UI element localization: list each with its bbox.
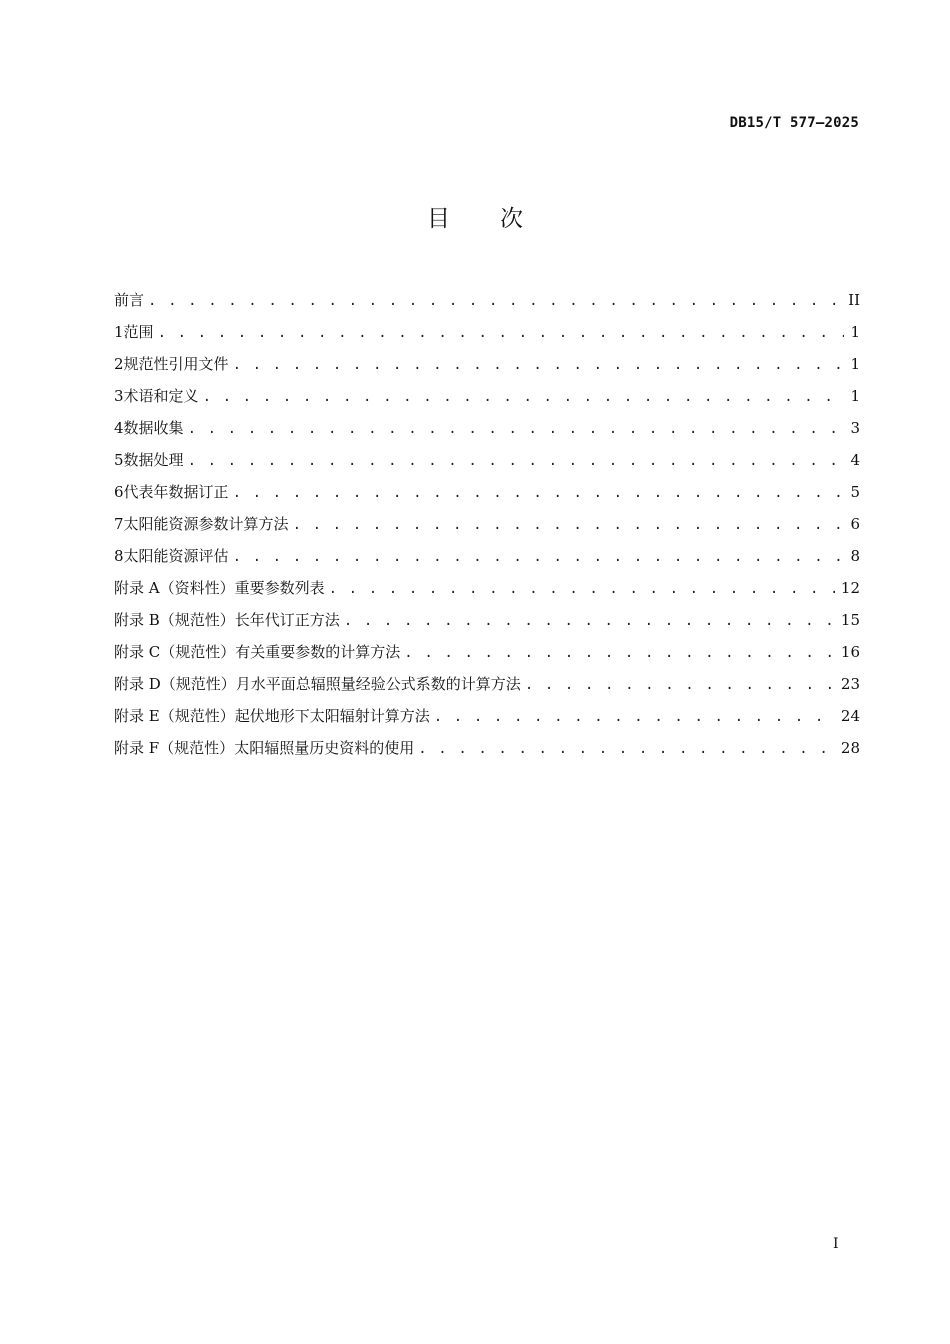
toc-entry-number: 4 (114, 419, 124, 437)
page-number: I (833, 1236, 839, 1252)
toc-leader-dots (203, 381, 844, 413)
toc-leader-dots (158, 317, 844, 349)
toc-entry-appendix-e[interactable] (114, 700, 860, 732)
toc-leader-dots (188, 445, 844, 477)
toc-entry-label: 前言 (114, 291, 145, 309)
toc-leader-dots (233, 349, 844, 381)
toc-entry-7[interactable] (114, 508, 860, 540)
toc-entry-number: 1 (114, 323, 124, 341)
toc-entry-page: II (848, 291, 860, 309)
toc-leader-dots (418, 733, 835, 765)
toc-entry-label: 数据收集 (123, 419, 184, 437)
toc-appendix-prefix: 附录 B（规范性） (114, 611, 235, 629)
toc-entry-label: 代表年数据订正 (123, 483, 229, 501)
toc-leader-dots (233, 477, 844, 509)
toc-entry-page: 23 (840, 675, 860, 693)
toc-title-left: 目 (427, 206, 450, 232)
toc-entry-appendix-f[interactable] (114, 732, 860, 764)
toc-entry-page: 1 (850, 387, 860, 405)
toc-entry-label: 术语和定义 (123, 387, 199, 405)
toc-entry-number: 6 (114, 483, 124, 501)
toc-appendix-prefix: 附录 F（规范性） (114, 739, 235, 757)
toc-entry-label: 重要参数列表 (234, 579, 325, 597)
toc-entry-label: 月水平面总辐照量经验公式系数的计算方法 (235, 675, 521, 693)
toc-entry-page: 1 (850, 355, 860, 373)
toc-entry-label: 起伏地形下太阳辐射计算方法 (234, 707, 430, 725)
toc-entry-label: 太阳辐照量历史资料的使用 (234, 739, 415, 757)
toc-entry-page: 3 (850, 419, 860, 437)
toc-entry-label: 有关重要参数的计算方法 (235, 643, 401, 661)
toc-leader-dots (233, 541, 844, 573)
toc-appendix-prefix: 附录 D（规范性） (114, 675, 236, 693)
toc-entry-page: 1 (850, 323, 860, 341)
toc-entry-label: 规范性引用文件 (123, 355, 229, 373)
toc-entry-foreword[interactable] (114, 284, 860, 316)
toc-entry-page: 15 (840, 611, 860, 629)
toc-leader-dots (293, 509, 844, 541)
toc-entry-number: 8 (114, 547, 124, 565)
toc-entry-page: 28 (840, 739, 860, 757)
toc-entry-number: 2 (114, 355, 124, 373)
toc-leader-dots (434, 701, 835, 733)
toc-entry-page: 6 (850, 515, 860, 533)
toc-entry-appendix-d[interactable] (114, 668, 860, 700)
toc-entry-number: 7 (114, 515, 124, 533)
toc-entry-page: 4 (850, 451, 860, 469)
toc-entry-page: 5 (850, 483, 860, 501)
toc-entry-appendix-a[interactable] (114, 572, 860, 604)
toc-entry-6[interactable] (114, 476, 860, 508)
toc-entry-page: 12 (840, 579, 860, 597)
toc-entry-2[interactable] (114, 348, 860, 380)
toc-leader-dots (188, 413, 844, 445)
toc-entry-label: 太阳能资源参数计算方法 (123, 515, 289, 533)
toc-appendix-prefix: 附录 C（规范性） (114, 643, 236, 661)
toc-entry-page: 8 (850, 547, 860, 565)
toc-entry-number: 5 (114, 451, 124, 469)
toc-leader-dots (525, 669, 835, 701)
toc-title-right: 次 (500, 206, 523, 232)
toc-title (0, 200, 950, 233)
toc-entry-page: 24 (840, 707, 860, 725)
toc-leader-dots (148, 285, 842, 317)
toc-appendix-prefix: 附录 E（规范性） (114, 707, 235, 725)
toc-entry-label: 范围 (123, 323, 154, 341)
toc-entry-4[interactable] (114, 412, 860, 444)
toc-entry-1[interactable] (114, 316, 860, 348)
toc-entry-appendix-b[interactable] (114, 604, 860, 636)
toc-entry-3[interactable] (114, 380, 860, 412)
toc-leader-dots (404, 637, 835, 669)
toc-leader-dots (329, 573, 835, 605)
document-code: DB15/T 577—2025 (729, 115, 859, 131)
toc-entry-number: 3 (114, 387, 124, 405)
table-of-contents (114, 284, 860, 764)
toc-entry-appendix-c[interactable] (114, 636, 860, 668)
toc-entry-label: 太阳能资源评估 (123, 547, 229, 565)
toc-leader-dots (344, 605, 835, 637)
toc-entry-label: 长年代订正方法 (234, 611, 340, 629)
toc-entry-8[interactable] (114, 540, 860, 572)
toc-entry-5[interactable] (114, 444, 860, 476)
toc-entry-page: 16 (840, 643, 860, 661)
toc-appendix-prefix: 附录 A（资料性） (114, 579, 235, 597)
toc-entry-label: 数据处理 (123, 451, 184, 469)
